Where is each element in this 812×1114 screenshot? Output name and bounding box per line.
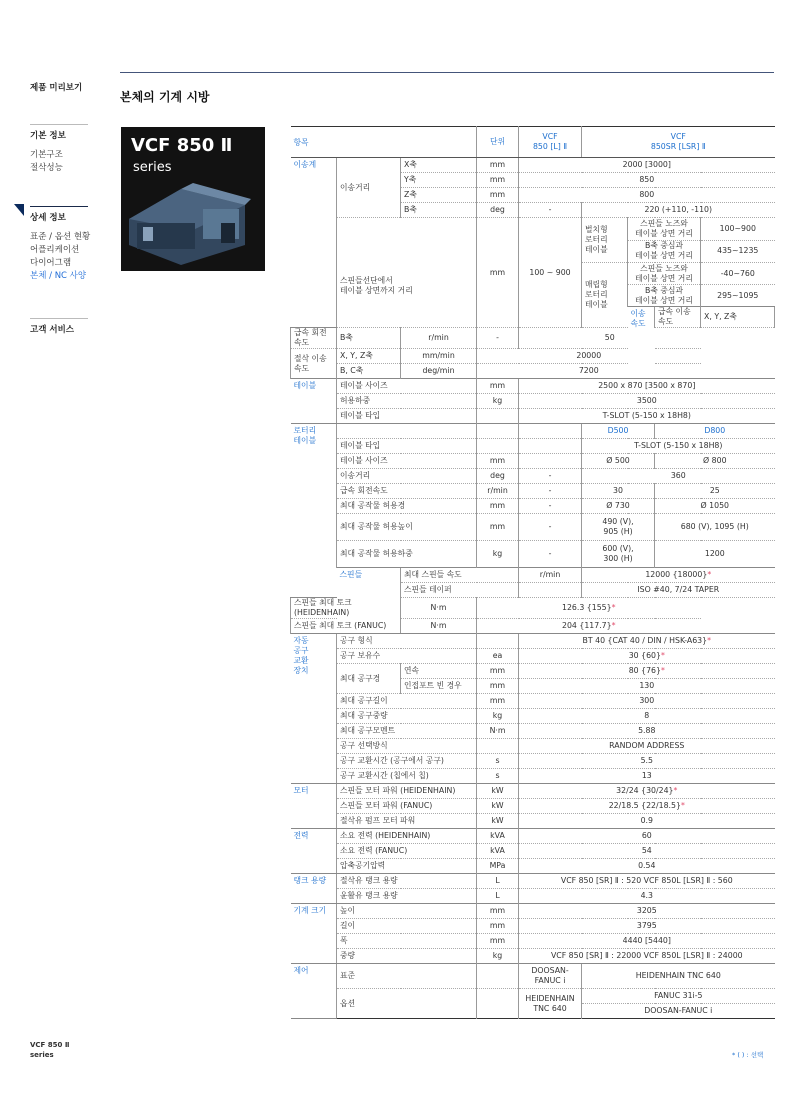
table-row: [291, 439, 775, 454]
table-cell: 1200: [655, 541, 775, 568]
table-cell: 100~900: [701, 218, 775, 241]
table-cell: deg: [477, 469, 519, 484]
table-cell: 허용하중: [337, 394, 477, 409]
cat-control: 제어: [291, 964, 337, 1019]
table-cell: 소요 전력 (HEIDENHAIN): [337, 829, 477, 844]
text-value: *: [673, 786, 678, 795]
text-value: 상세 정보: [30, 213, 66, 223]
table-row: [291, 934, 775, 949]
table-cell: kVA: [477, 844, 519, 859]
table-cell: mm: [477, 158, 519, 173]
cat-table: 테이블: [291, 379, 337, 424]
table-cell: 435~1235: [701, 240, 775, 263]
table-cell: 매립형 로터리 테이블: [582, 263, 628, 328]
table-cell: deg/min: [401, 364, 477, 379]
table-row: [291, 499, 775, 514]
table-cell: deg: [477, 203, 519, 218]
table-cell: [477, 989, 519, 1019]
table-cell: FANUC 31i-5: [582, 989, 775, 1004]
table-row: [291, 328, 775, 349]
cat-speed: 이송속도: [628, 307, 655, 379]
table-cell: 벌치형 로터리 테이블: [582, 218, 628, 263]
table-cell: [519, 664, 775, 679]
table-cell: 0.54: [519, 859, 775, 874]
table-row: [291, 829, 775, 844]
table-row: [291, 127, 775, 158]
text-value: VCF 850 Ⅱ: [131, 135, 233, 156]
table-cell: 680 (V), 1095 (H): [655, 514, 775, 541]
text-value: 32/24 {30/24}: [616, 786, 674, 795]
table-cell: X축: [401, 158, 477, 173]
page-title: 본체의 기계 시방: [120, 90, 210, 104]
table-cell: 60: [519, 829, 775, 844]
table-cell: kg: [477, 541, 519, 568]
table-row: [291, 598, 775, 619]
table-cell: 54: [519, 844, 775, 859]
table-cell: r/min: [401, 328, 477, 349]
table-row: [291, 919, 775, 934]
header-model-b: VCF 850SR [LSR] Ⅱ: [582, 127, 775, 158]
text-value: series: [133, 160, 172, 175]
table-cell: kg: [477, 949, 519, 964]
table-cell: X, Y, Z축: [701, 307, 775, 328]
table-cell: mm/min: [401, 349, 477, 364]
cat-atc: 자동 공구 교환 장치: [291, 634, 337, 784]
text-value: *: [680, 801, 685, 810]
table-row: [291, 568, 775, 583]
text-value: 30 {60}: [628, 651, 661, 660]
table-cell: Y축: [401, 173, 477, 188]
table-cell: 테이블 타입: [337, 409, 477, 424]
table-cell: s: [477, 769, 519, 784]
table-cell: DOOSAN- FANUC i: [519, 964, 582, 989]
table-cell: 최대 공구중량: [337, 709, 477, 724]
table-cell: 공구 보유수: [337, 649, 477, 664]
table-row: [291, 619, 775, 634]
header-item: 항목: [291, 127, 477, 158]
table-cell: 360: [582, 469, 775, 484]
table-cell: ISO #40, 7/24 TAPER: [582, 583, 775, 598]
table-cell: 3795: [519, 919, 775, 934]
table-row: [291, 964, 775, 989]
table-row: [291, 724, 775, 739]
table-cell: -: [519, 541, 582, 568]
table-row: [291, 158, 775, 173]
table-cell: HEIDENHAIN TNC 640: [582, 964, 775, 989]
text-value: 22/18.5 {22/18.5}: [608, 801, 681, 810]
table-cell: 최대 공구모멘트: [337, 724, 477, 739]
table-cell: T-SLOT (5-150 x 18H8): [582, 439, 775, 454]
table-row: [291, 844, 775, 859]
cat-spindle: 스핀들: [337, 568, 401, 634]
table-row: [291, 514, 775, 541]
table-cell: -40~760: [701, 263, 775, 285]
table-row: [291, 814, 775, 829]
text-value: 126.3 {155}: [562, 603, 612, 612]
table-cell: 길이: [337, 919, 477, 934]
table-row: [291, 859, 775, 874]
table-cell: Ø 730: [582, 499, 655, 514]
table-cell: 윤활유 탱크 용량: [337, 889, 477, 904]
table-cell: 공구 교환시간 (공구에서 공구): [337, 754, 477, 769]
table-cell: [477, 409, 519, 424]
table-row: [291, 649, 775, 664]
table-cell: 7200: [477, 364, 701, 379]
table-cell: 스핀들 모터 파워 (FANUC): [337, 799, 477, 814]
table-cell: 높이: [337, 904, 477, 919]
table-row: [291, 754, 775, 769]
table-cell: 8: [519, 709, 775, 724]
table-cell: 테이블 타입: [337, 439, 477, 454]
table-cell: kg: [477, 709, 519, 724]
cat-size: 기계 크기: [291, 904, 337, 964]
table-cell: 중량: [337, 949, 477, 964]
nav-preview[interactable]: [30, 82, 82, 95]
table-cell: 20000: [477, 349, 701, 364]
table-cell: 295~1095: [701, 285, 775, 307]
table-cell: s: [477, 754, 519, 769]
table-row: [291, 634, 775, 649]
nav-body-nc-spec[interactable]: 본체 / NC 사양: [30, 271, 87, 281]
table-row: [291, 409, 775, 424]
table-cell: [477, 964, 519, 989]
table-cell: 3500: [519, 394, 775, 409]
table-cell: [519, 454, 582, 469]
table-cell: mm: [477, 679, 519, 694]
header-unit: 단위: [477, 127, 519, 158]
table-cell: 850: [519, 173, 775, 188]
table-row: [291, 739, 775, 754]
table-cell: [519, 439, 582, 454]
table-cell: RANDOM ADDRESS: [519, 739, 775, 754]
table-cell: 스핀들 노즈와 테이블 상면 거리: [628, 218, 701, 241]
table-cell: 폭: [337, 934, 477, 949]
table-cell: 절삭유 펌프 모터 파워: [337, 814, 477, 829]
table-cell: 절삭유 탱크 용량: [337, 874, 477, 889]
text-value: *: [611, 621, 616, 630]
table-cell: [337, 424, 477, 439]
text-value: series: [30, 1051, 54, 1059]
table-cell: [519, 424, 582, 439]
table-cell: X, Y, Z축: [337, 349, 401, 364]
nav-basic-structure[interactable]: 기본구조: [30, 150, 63, 160]
table-cell: 최대 공작물 허용경: [337, 499, 477, 514]
table-cell: 600 (V), 300 (H): [582, 541, 655, 568]
text-value: *: [660, 666, 665, 675]
table-cell: 연속: [401, 664, 477, 679]
table-row: [291, 469, 775, 484]
table-row: [291, 394, 775, 409]
text-value: BT 40 {CAT 40 / DIN / HSK-A63}: [582, 636, 708, 645]
table-cell: [519, 583, 582, 598]
table-cell: [477, 739, 519, 754]
table-cell: B축: [337, 328, 401, 349]
cat-power: 전력: [291, 829, 337, 874]
table-cell: mm: [477, 379, 519, 394]
footer-model: [30, 1040, 69, 1060]
product-image: [121, 127, 265, 271]
table-cell: Ø 1050: [655, 499, 775, 514]
table-cell: N·m: [401, 598, 477, 619]
table-cell: 최대 공구경: [337, 664, 401, 694]
table-cell: kW: [477, 784, 519, 799]
text-value: VCF 850 Ⅱ: [30, 1041, 70, 1049]
table-row: [291, 989, 775, 1004]
table-cell: 4.3: [519, 889, 775, 904]
table-cell: MPa: [477, 859, 519, 874]
table-cell: 급속 회전속도: [337, 484, 477, 499]
table-cell: mm: [477, 934, 519, 949]
text-value: *: [611, 603, 616, 612]
table-cell: 이송거리: [337, 469, 477, 484]
table-cell: 소요 전력 (FANUC): [337, 844, 477, 859]
table-cell: D500: [582, 424, 655, 439]
text-value: 204 {117.7}: [562, 621, 612, 630]
table-cell: 5.5: [519, 754, 775, 769]
table-cell: -: [519, 499, 582, 514]
table-cell: mm: [477, 514, 519, 541]
table-row: [291, 904, 775, 919]
table-cell: mm: [477, 454, 519, 469]
table-cell: mm: [477, 173, 519, 188]
table-row: [291, 484, 775, 499]
table-cell: r/min: [477, 484, 519, 499]
nav-basic: [30, 130, 66, 175]
table-row: [291, 218, 775, 241]
table-cell: [519, 799, 775, 814]
table-row: [291, 664, 775, 679]
table-cell: 300: [519, 694, 775, 709]
table-cell: N·m: [401, 619, 477, 634]
table-cell: 공구 형식: [337, 634, 477, 649]
table-cell: [519, 649, 775, 664]
nav-cutting-performance[interactable]: 절삭성능: [30, 163, 63, 173]
table-cell: 4440 [5440]: [519, 934, 775, 949]
table-cell: 테이블 사이즈: [337, 454, 477, 469]
table-row: [291, 709, 775, 724]
text-value: 12000 {18000}: [645, 570, 708, 579]
table-cell: mm: [477, 499, 519, 514]
table-row: [291, 799, 775, 814]
table-cell: B축: [401, 203, 477, 218]
nav-accent-mark: [14, 204, 24, 216]
table-cell: L: [477, 874, 519, 889]
table-cell: 0.9: [519, 814, 775, 829]
table-cell: 130: [519, 679, 775, 694]
cat-tank: 탱크 용량: [291, 874, 337, 904]
table-cell: mm: [477, 188, 519, 203]
text-value: 기본 정보: [30, 131, 66, 141]
table-cell: DOOSAN-FANUC i: [582, 1004, 775, 1019]
table-cell: kg: [477, 394, 519, 409]
text-value: 80 {76}: [628, 666, 661, 675]
table-cell: Z축: [401, 188, 477, 203]
table-row: [291, 379, 775, 394]
table-cell: -: [519, 514, 582, 541]
nav-service[interactable]: [30, 324, 74, 337]
table-cell: 급속 이송 속도: [655, 307, 701, 328]
table-cell: 압축공기압력: [337, 859, 477, 874]
table-cell: 800: [519, 188, 775, 203]
table-row: [291, 541, 775, 568]
table-row: [291, 454, 775, 469]
table-cell: kW: [477, 799, 519, 814]
text-value: *: [707, 570, 712, 579]
table-cell: VCF 850 [SR] Ⅱ : 520 VCF 850L [LSR] Ⅱ : 560: [519, 874, 775, 889]
table-cell: r/min: [519, 568, 582, 583]
text-value: *: [660, 651, 665, 660]
nav-std-option[interactable]: 표준 / 옵션 현황: [30, 232, 91, 242]
table-row: [291, 769, 775, 784]
table-cell: [477, 619, 701, 634]
table-cell: 인접포트 빈 경우: [401, 679, 477, 694]
travel-sub: 이송거리: [337, 158, 401, 218]
table-cell: mm: [477, 919, 519, 934]
table-row: [291, 694, 775, 709]
table-row: [291, 424, 775, 439]
table-cell: -: [519, 484, 582, 499]
table-cell: 스핀들 노즈와 테이블 상면 거리: [628, 263, 701, 285]
table-row: [291, 364, 775, 379]
table-cell: N·m: [477, 724, 519, 739]
table-cell: 최대 공구길이: [337, 694, 477, 709]
table-row: [291, 784, 775, 799]
table-cell: [477, 424, 519, 439]
text-value: 고객 서비스: [30, 325, 75, 335]
table-cell: 2000 [3000]: [519, 158, 775, 173]
table-cell: mm: [477, 694, 519, 709]
table-cell: 절삭 이송 속도: [291, 349, 337, 379]
table-cell: [477, 439, 519, 454]
table-cell: 3205: [519, 904, 775, 919]
table-cell: 25: [655, 484, 775, 499]
table-cell: 스핀들 테이퍼: [401, 583, 519, 598]
table-row: [291, 949, 775, 964]
text-value: 제품 미리보기: [30, 83, 83, 93]
table-cell: 최대 공작물 허용높이: [337, 514, 477, 541]
text-value: *: [707, 636, 712, 645]
table-cell: -: [519, 203, 582, 218]
table-cell: 220 (+110, -110): [582, 203, 775, 218]
table-cell: 공구 선택방식: [337, 739, 477, 754]
table-cell: kW: [477, 814, 519, 829]
table-cell: 100 ~ 900: [519, 218, 582, 328]
table-cell: 표준: [337, 964, 477, 989]
table-cell: T-SLOT (5-150 x 18H8): [519, 409, 775, 424]
table-cell: 50: [519, 328, 701, 349]
table-row: [291, 874, 775, 889]
table-cell: [582, 568, 775, 583]
table-cell: B, C축: [337, 364, 401, 379]
table-cell: 테이블 사이즈: [337, 379, 477, 394]
table-cell: -: [519, 469, 582, 484]
table-cell: [519, 634, 775, 649]
table-cell: 스핀들 최대 토크 (FANUC): [291, 619, 401, 634]
table-cell: B축 중심과 테이블 상면 거리: [628, 285, 701, 307]
table-cell: mm: [477, 218, 519, 328]
cat-motor: 모터: [291, 784, 337, 829]
table-cell: 옵션: [337, 989, 477, 1019]
table-cell: 5.88: [519, 724, 775, 739]
table-cell: 공구 교환시간 (칩에서 칩): [337, 769, 477, 784]
table-cell: 최대 공작물 허용하중: [337, 541, 477, 568]
table-cell: 13: [519, 769, 775, 784]
table-cell: 2500 x 870 [3500 x 870]: [519, 379, 775, 394]
table-cell: [519, 784, 775, 799]
table-cell: 스핀들 모터 파워 (HEIDENHAIN): [337, 784, 477, 799]
table-cell: 30: [582, 484, 655, 499]
spec-table: [290, 126, 775, 1019]
table-cell: ea: [477, 649, 519, 664]
table-cell: D800: [655, 424, 775, 439]
table-row: [291, 349, 775, 364]
nav-detail: [30, 212, 90, 283]
cat-rotary: 로터리 테이블: [291, 424, 337, 598]
header-model-a: VCF 850 [L] Ⅱ: [519, 127, 582, 158]
table-cell: Ø 500: [582, 454, 655, 469]
table-cell: mm: [477, 904, 519, 919]
table-cell: -: [477, 328, 519, 349]
table-cell: mm: [477, 664, 519, 679]
table-cell: Ø 800: [655, 454, 775, 469]
table-cell: L: [477, 889, 519, 904]
table-cell: HEIDENHAIN TNC 640: [519, 989, 582, 1019]
nav-application[interactable]: 어플리케이션: [30, 245, 80, 255]
table-cell: 490 (V), 905 (H): [582, 514, 655, 541]
table-cell: [477, 598, 701, 619]
table-cell: VCF 850 [SR] Ⅱ : 22000 VCF 850L [LSR] Ⅱ : 24000: [519, 949, 775, 964]
table-cell: 최대 스핀들 속도: [401, 568, 519, 583]
table-cell: B축 중심과 테이블 상면 거리: [628, 240, 701, 263]
table-cell: [477, 634, 519, 649]
table-cell: kVA: [477, 829, 519, 844]
table-cell: 스핀들 최대 토크 (HEIDENHAIN): [291, 598, 401, 619]
table-cell: 스핀들선단에서 테이블 상면까지 거리: [337, 218, 477, 328]
option-note: * ( ) : 선택: [732, 1051, 764, 1059]
table-cell: 급속 회전 속도: [291, 328, 337, 349]
cat-travel: 이송계: [291, 158, 337, 328]
table-row: [291, 889, 775, 904]
nav-diagram[interactable]: 다이어그램: [30, 258, 72, 268]
